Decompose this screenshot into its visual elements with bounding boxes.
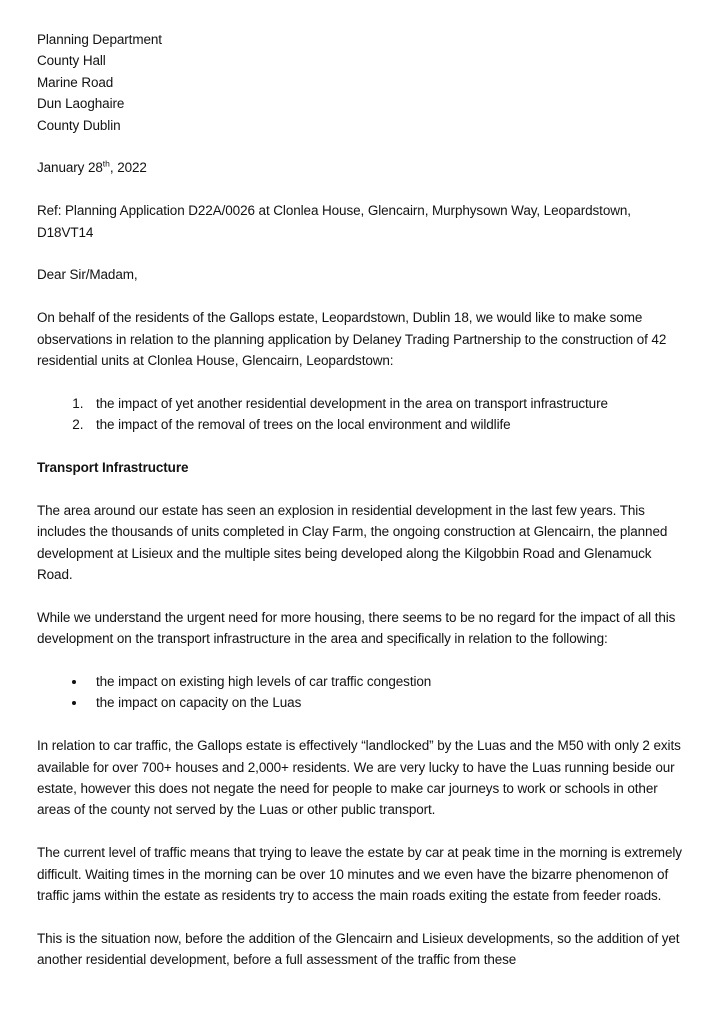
section-heading: Transport Infrastructure [37,460,189,476]
numbered-list [37,393,682,436]
ref-line: Ref: Planning Application D22A/0026 at Clonlea House, Glencairn, Murphysown Way, Leopardstown, D18VT14 [37,203,631,240]
address-line: Marine Road [37,74,114,90]
sender-address-block [37,29,682,136]
paragraph-current-traffic: The current level of traffic means that trying to leave the estate by car at peak time in the morning is extremely difficult. Waiting times in the morning can be over 10 minutes and we even have the bizarre phenomenon of traffic jams within the estate as residents try to access the main roads exiting the estate from feeder roads. [37,845,682,904]
salutation: Dear Sir/Madam, [37,267,138,283]
paragraph-situation-now: This is the situation now, before the addition of the Glencairn and Lisieux developments, so the addition of yet another residential development, before a full assessment of the traffic from these [37,930,680,968]
paragraph-car-traffic: In relation to car traffic, the Gallops estate is effectively “landlocked” by the Luas and the M50 with only 2 exits available for over 700+ houses and 2,000+ residents. We are very lucky to have the Luas running beside our estate, however this does not negate the need for people to make car journeys to work or schools in other areas of the county not served by the Luas or other public transport. [37,738,681,818]
address-line: Dun Laoghaire [37,96,125,112]
paragraph-housing-need: While we understand the urgent need for more housing, there seems to be no regard for the impact of all this development on the transport infrastructure in the area and specifically in relation to the following: [37,609,676,647]
bullet-list [37,671,682,714]
paragraph-area-development: The area around our estate has seen an explosion in residential development in the last few years. This includes the thousands of units completed in Clay Farm, the ongoing construction at Glencairn, the planned development at Lisieux and the multiple sites being developed along the Kilgobbin Road and Glenamuck Road. [37,502,668,583]
list-item: • the impact on capacity on the Luas [87,692,682,713]
address-line: County Hall [37,53,106,69]
address-line: Planning Department [37,32,162,47]
list-item: • the impact on existing high levels of car traffic congestion [87,671,682,692]
date-year: , 2022 [109,160,147,176]
date-ordinal: th [102,158,110,169]
list-item: 1. the impact of yet another residential development in the area on transport infrastructure [87,393,682,414]
paragraph-intro: On behalf of the residents of the Gallops estate, Leopardstown, Dublin 18, we would like to make some observations in relation to the planning application by Delaney Trading Partnership to the construction of 42 residential units at Clonlea House, Glencairn, Leopardstown: [37,310,667,369]
date-line [37,157,682,178]
date-text: January 28 [37,160,103,176]
list-item: 2. the impact of the removal of trees on the local environment and wildlife [87,414,682,435]
address-line: County Dublin [37,117,121,133]
